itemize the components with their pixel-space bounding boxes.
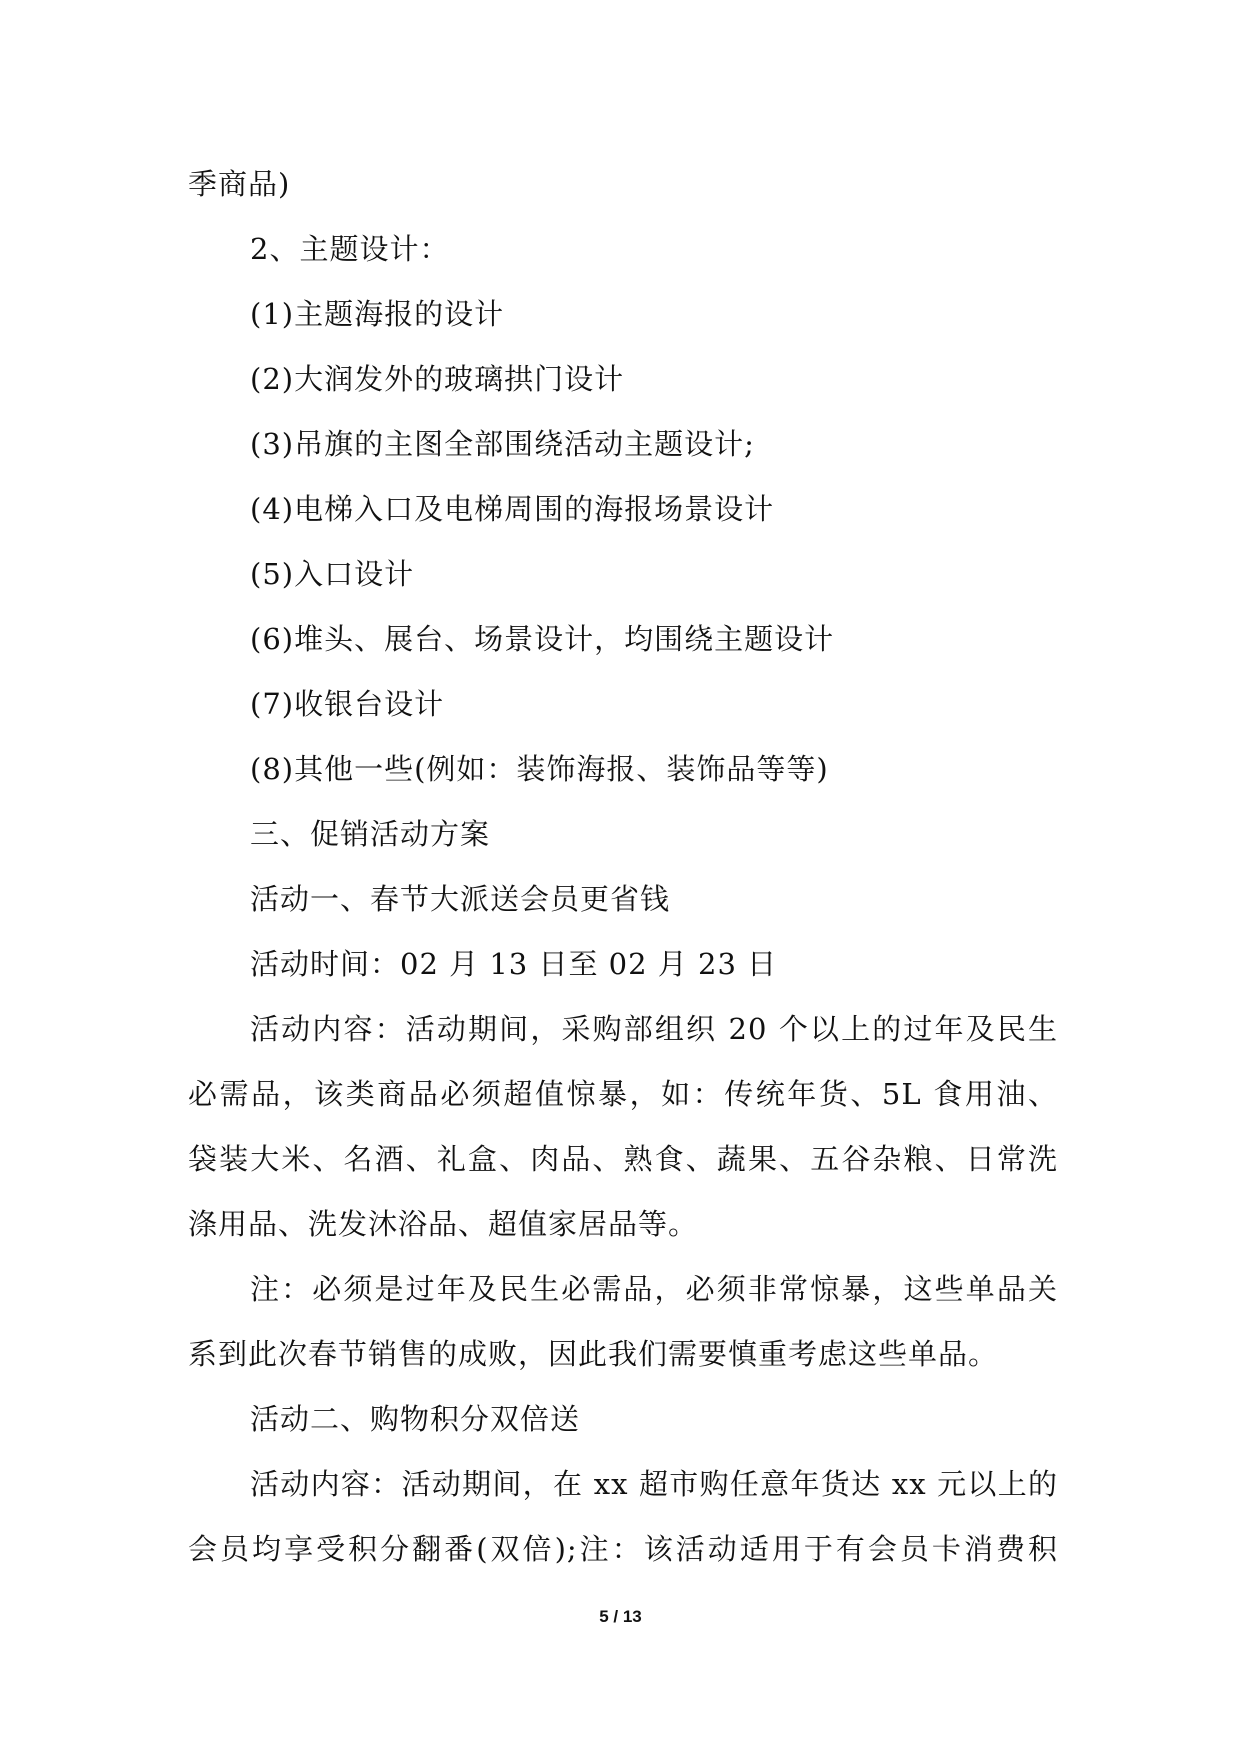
activity-heading: 活动一、春节大派送会员更省钱 <box>250 882 671 916</box>
page-number: 5 / 13 <box>599 1607 642 1626</box>
paragraph-line: 涤用品、洗发沐浴品、超值家居品等。 <box>188 1207 699 1241</box>
document-body <box>188 160 1058 1590</box>
paragraph-line: 袋装大米、名酒、礼盒、肉品、熟食、蔬果、五谷杂粮、日常洗 <box>188 1142 1058 1176</box>
list-item: (2)大润发外的玻璃拱门设计 <box>250 362 625 396</box>
text-line: 2、主题设计： <box>250 232 450 266</box>
list-item: (7)收银台设计 <box>250 687 445 721</box>
paragraph-line: 活动内容：活动期间，采购部组织 20 个以上的过年及民生 <box>250 1012 1058 1046</box>
paragraph-line: 必需品，该类商品必须超值惊暴，如：传统年货、5L 食用油、 <box>188 1077 1058 1111</box>
text-line: 季商品) <box>188 167 291 201</box>
paragraph-line: 注：必须是过年及民生必需品，必须非常惊暴，这些单品关 <box>250 1272 1058 1306</box>
section-heading: 三、促销活动方案 <box>250 817 491 851</box>
list-item: (8)其他一些(例如：装饰海报、装饰品等等) <box>250 752 829 786</box>
paragraph-line: 系到此次春节销售的成败，因此我们需要慎重考虑这些单品。 <box>188 1337 999 1371</box>
list-item: (3)吊旗的主图全部围绕活动主题设计; <box>250 427 755 461</box>
list-item: (5)入口设计 <box>250 557 415 591</box>
paragraph-line: 会员均享受积分翻番(双倍);注：该活动适用于有会员卡消费积 <box>188 1532 1058 1566</box>
list-item: (4)电梯入口及电梯周围的海报场景设计 <box>250 492 775 526</box>
activity-heading: 活动二、购物积分双倍送 <box>250 1402 581 1436</box>
paragraph-line: 活动内容：活动期间，在 xx 超市购任意年货达 xx 元以上的 <box>250 1467 1058 1501</box>
list-item: (1)主题海报的设计 <box>250 297 505 331</box>
text-line: 活动时间：02 月 13 日至 02 月 23 日 <box>250 947 778 981</box>
list-item: (6)堆头、展台、场景设计，均围绕主题设计 <box>250 622 835 656</box>
